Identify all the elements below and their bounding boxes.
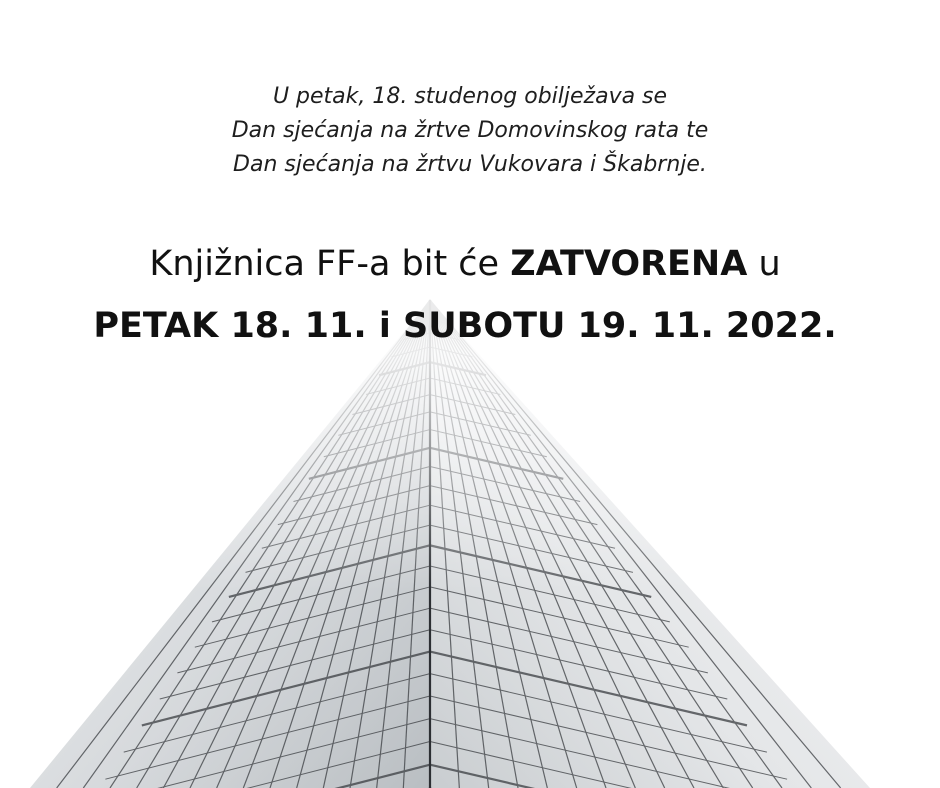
- intro-line-2: Dan sjećanja na žrtve Domovinskog rata te: [231, 118, 709, 143]
- closure-prefix: Knjižnica FF-a bit će: [149, 244, 511, 284]
- intro-text: [0, 80, 940, 182]
- closure-line: [0, 236, 940, 292]
- closure-dates: PETAK 18. 11. i SUBOTU 19. 11. 2022.: [93, 306, 837, 346]
- closure-notice: [0, 236, 940, 354]
- closure-suffix: u: [747, 244, 781, 284]
- intro-line-1: U petak, 18. studenog obilježava se: [272, 84, 668, 109]
- intro-line-3: Dan sjećanja na žrtvu Vukovara i Škabrnje.: [233, 152, 707, 177]
- closure-emphasis: ZATVORENA: [510, 244, 748, 284]
